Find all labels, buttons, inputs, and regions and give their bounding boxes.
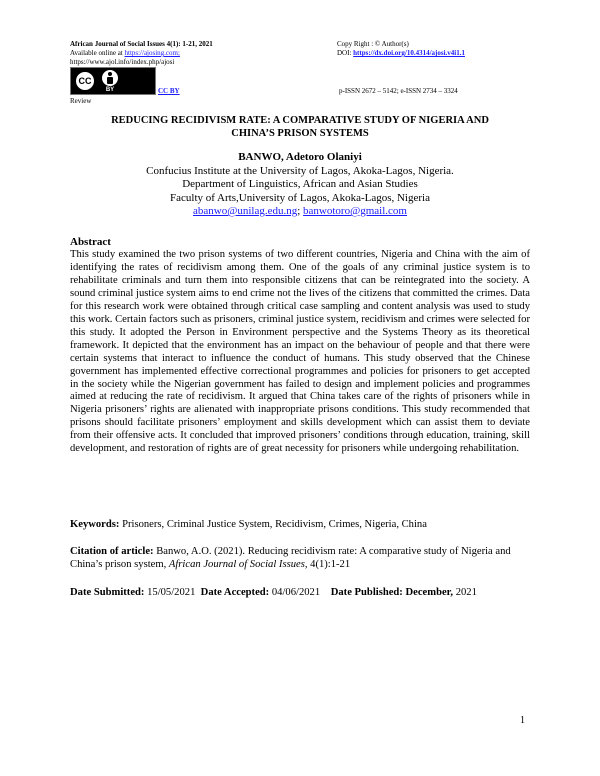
affiliation-line3: Faculty of Arts,University of Lagos, Akoka-Lagos, Nigeria (170, 191, 430, 204)
journal-header (70, 40, 340, 67)
keywords: Keywords: Prisoners, Criminal Justice System, Recidivism, Crimes, Nigeria, China (70, 519, 427, 530)
affiliation-line2: Department of Linguistics, African and Asian Studies (182, 178, 418, 190)
author-block (60, 151, 540, 219)
email-link-1[interactable]: abanwo@unilag.edu.ng (193, 205, 298, 217)
copyright: Copy Right : © Author(s) (337, 40, 409, 48)
email-link-2[interactable]: banwotoro@gmail.com (303, 205, 407, 217)
cc-icon: CC (74, 70, 96, 92)
by-icon (102, 70, 118, 93)
abstract-body: This study examined the two prison systems of two different countries, Nigeria and China with the aim of identifying the rates of recidivism among them. One of the goals of any criminal justice system is to rehabilitate criminals and turn them into responsible citizens that can be reintegrated into the society. A sound criminal justice system aims to end crime not the lives of the citizens that committed the crimes. Data for this research work were obtained through critical case sampling and content analysis was used to study this work. Certain factors such as prisoners, criminal justice system, recidivism and crimes were selected for this study. It adopted the Person in Environment perspective and the Systems Theory as its theoretical framework. It depicted that the environment has an impact on the behaviour of people and that there were certain systems that interact to influence the conduct of humans. This study observed that the Chinese government has implemented effective correctional programmes and policies for prisoners to get accepted in the society while the Nigerian government has failed to design and implement policies and programmes aimed at reducing the rate of recidivism. It argued that China takes care of the rights of prisoners while in Nigeria prisoners’ rights are alienated with inappropriate prisons conditions. This study recommended that prisons should facilitate prisoners’ employment and skills development which can assist them to deviate from their offensive acts. It concluded that improved prisoners’ conditions through education, training, skill development, and restoration of rights are of great necessity for prisoners while undergoing rehabilitation. (70, 249, 530, 455)
ajol-url[interactable]: https://www.ajol.info/index.php/ajosi (70, 58, 175, 66)
dates: Date Submitted: 15/05/2021 Date Accepted: 04/06/2021 Date Published: December, 2021 (70, 587, 477, 598)
copyright-block (337, 40, 557, 58)
author-name: BANWO, Adetoro Olaniyi (238, 151, 362, 163)
ajosing-link[interactable]: https://ajosing.com; (124, 49, 180, 57)
citation: Citation of article: Banwo, A.O. (2021). Reducing recidivism rate: A comparative study of Nigeria and China’s prison system, African Journal of Social Issues, 4(1):1-21 (70, 546, 511, 570)
cc-by-badge[interactable] (70, 67, 156, 95)
cc-by-link[interactable]: CC BY (158, 87, 180, 95)
paper-title: REDUCING RECIDIVISM RATE: A COMPARATIVE STUDY OF NIGERIA AND CHINA’S PRISON SYSTEMS (111, 115, 489, 139)
page-number: 1 (520, 715, 525, 726)
doi-link[interactable]: https://dx.doi.org/10.4314/ajosi.v4i1.1 (353, 49, 465, 57)
issn: p-ISSN 2672 – 5142; e-ISSN 2734 – 3324 (339, 87, 458, 95)
journal-line: African Journal of Social Issues 4(1): 1-21, 2021 (70, 40, 213, 48)
person-icon (102, 70, 118, 86)
by-label: BY (105, 86, 115, 93)
abstract-heading: Abstract (70, 236, 111, 248)
available-online: Available online at https://ajosing.com; (70, 49, 180, 57)
review-label: Review (70, 97, 92, 105)
author-emails: abanwo@unilag.edu.ng; banwotoro@gmail.com (193, 205, 407, 217)
affiliation-line1: Confucius Institute at the University of Lagos, Akoka-Lagos, Nigeria. (146, 164, 454, 177)
doi-line: DOI: https://dx.doi.org/10.4314/ajosi.v4i1.1 (337, 49, 465, 57)
